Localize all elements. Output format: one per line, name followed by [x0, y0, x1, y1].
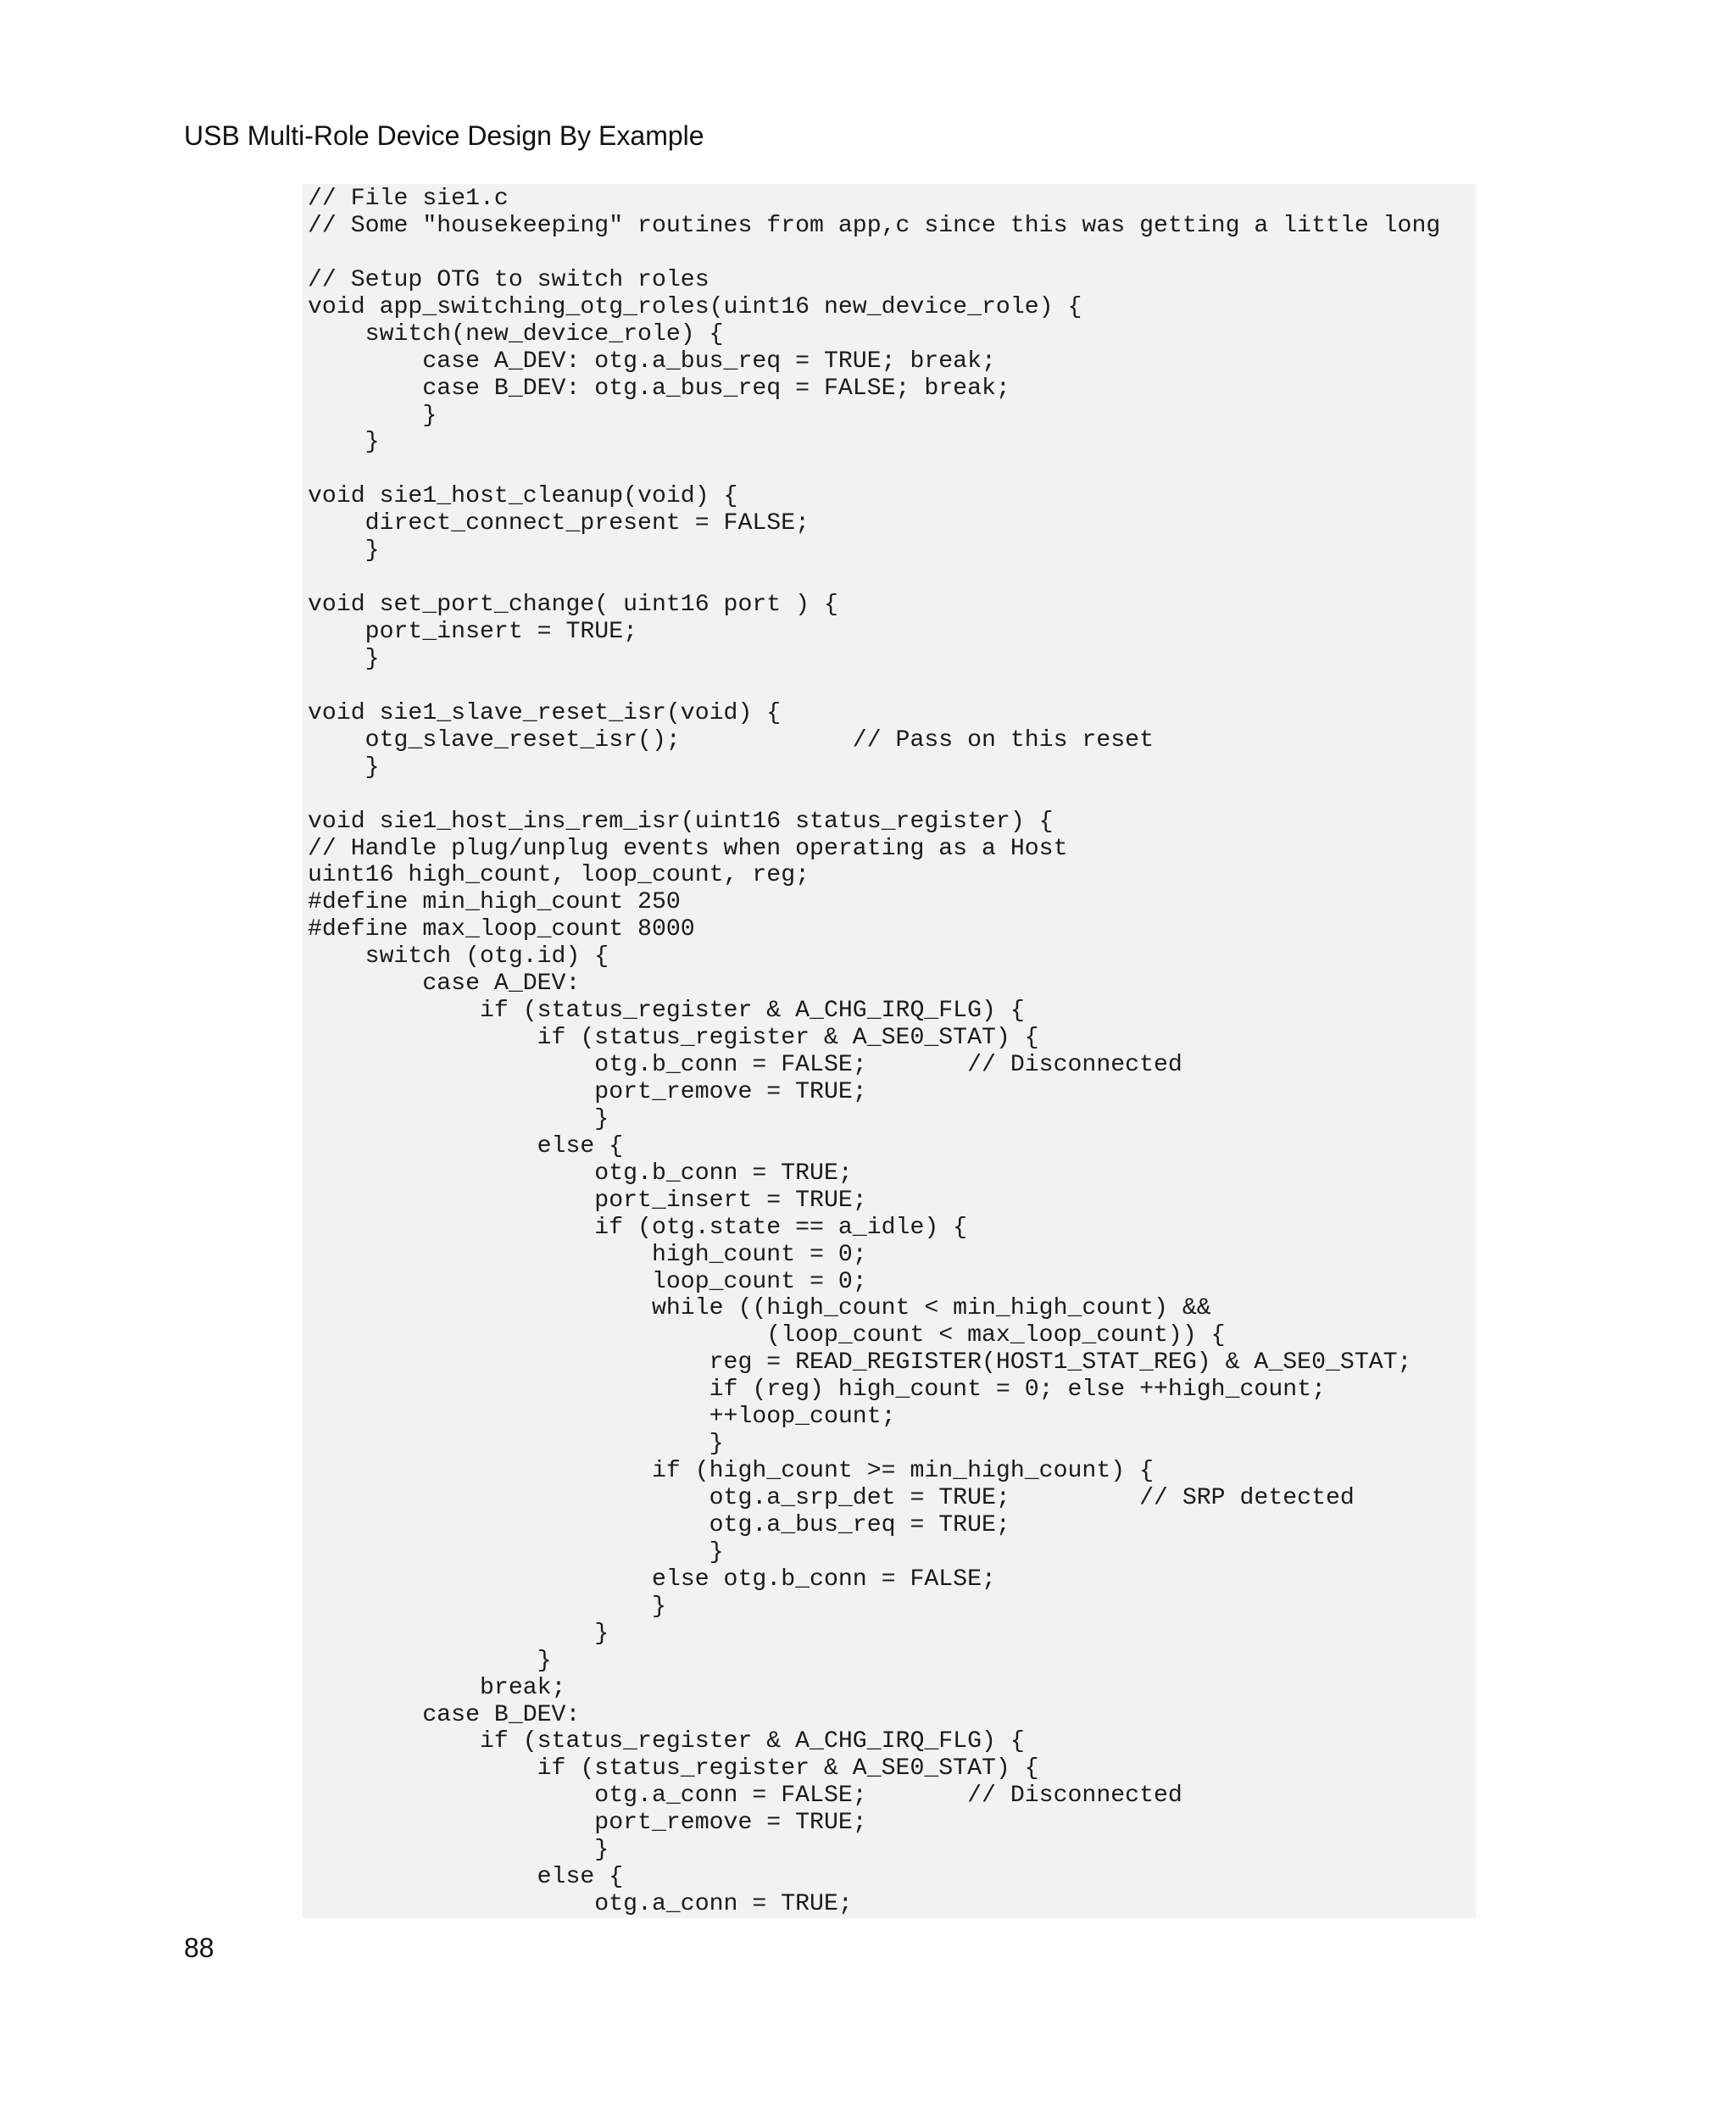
code-line: else otg.b_conn = FALSE; — [308, 1566, 996, 1593]
code-line: if (high_count >= min_high_count) { — [308, 1458, 1154, 1485]
code-line: case B_DEV: otg.a_bus_req = FALSE; break; — [308, 375, 1010, 402]
code-line: // File sie1.c — [308, 186, 509, 212]
running-header: USB Multi-Role Device Design By Example — [184, 120, 704, 151]
page-number: 88 — [184, 1933, 214, 1963]
code-line: #define max_loop_count 8000 — [308, 916, 695, 943]
code-line: otg.b_conn = TRUE; — [308, 1160, 853, 1187]
code-line: void app_switching_otg_roles(uint16 new_device_role) { — [308, 293, 1082, 320]
code-line: case B_DEV: — [308, 1701, 581, 1728]
code-line: high_count = 0; — [308, 1241, 867, 1268]
code-line: otg.a_conn = FALSE; // Disconnected — [308, 1783, 1182, 1810]
code-line: // Setup OTG to switch roles — [308, 266, 709, 293]
code-line: case A_DEV: otg.a_bus_req = TRUE; break; — [308, 348, 996, 375]
code-line: } — [308, 754, 380, 781]
code-line: otg.a_conn = TRUE; — [308, 1891, 853, 1918]
code-line: } — [308, 429, 380, 456]
code-line: port_insert = TRUE; — [308, 1187, 867, 1214]
code-line: } — [308, 402, 437, 429]
code-line — [308, 240, 1476, 267]
code-line: if (reg) high_count = 0; else ++high_count; — [308, 1377, 1326, 1404]
code-line: otg.a_srp_det = TRUE; // SRP detected — [308, 1485, 1355, 1511]
code-line: void sie1_host_cleanup(void) { — [308, 483, 738, 510]
code-line: if (otg.state == a_idle) { — [308, 1214, 968, 1241]
code-line: } — [308, 1593, 666, 1620]
code-line: void sie1_host_ins_rem_isr(uint16 status_register) { — [308, 808, 1054, 835]
code-line — [308, 673, 1476, 700]
code-line: switch (otg.id) { — [308, 943, 609, 971]
code-line: if (status_register & A_CHG_IRQ_FLG) { — [308, 998, 1025, 1025]
code-line: else { — [308, 1864, 624, 1891]
code-line: ++loop_count; — [308, 1404, 896, 1431]
code-line: otg.b_conn = FALSE; // Disconnected — [308, 1052, 1182, 1078]
code-line: else { — [308, 1132, 624, 1160]
code-line: // Handle plug/unplug events when operating as a Host — [308, 835, 1068, 862]
code-line: otg.a_bus_req = TRUE; — [308, 1511, 1010, 1538]
code-line: } — [308, 1105, 609, 1132]
code-line: (loop_count < max_loop_count)) { — [308, 1322, 1226, 1349]
code-line: if (status_register & A_SE0_STAT) { — [308, 1025, 1039, 1052]
code-line — [308, 781, 1476, 809]
code-line: port_insert = TRUE; — [308, 619, 638, 645]
code-line: reg = READ_REGISTER(HOST1_STAT_REG) & A_SE0_STAT; — [308, 1349, 1412, 1377]
code-line: while ((high_count < min_high_count) && — [308, 1295, 1211, 1322]
code-line: loop_count = 0; — [308, 1268, 867, 1295]
code-line: uint16 high_count, loop_count, reg; — [308, 862, 810, 889]
code-listing — [303, 184, 1476, 1918]
code-line: } — [308, 537, 380, 565]
code-line: port_remove = TRUE; — [308, 1810, 867, 1837]
code-line — [308, 456, 1476, 483]
code-line: } — [308, 1620, 609, 1647]
code-line: port_remove = TRUE; — [308, 1078, 867, 1105]
code-line: } — [308, 645, 380, 672]
code-line: } — [308, 1647, 552, 1674]
code-line: direct_connect_present = FALSE; — [308, 510, 810, 537]
code-line: otg_slave_reset_isr(); // Pass on this reset — [308, 726, 1154, 754]
code-line: } — [308, 1837, 609, 1864]
code-line: void set_port_change( uint16 port ) { — [308, 592, 838, 619]
code-line: } — [308, 1431, 724, 1458]
code-line: void sie1_slave_reset_isr(void) { — [308, 699, 782, 726]
code-line: #define min_high_count 250 — [308, 889, 681, 916]
code-line: switch(new_device_role) { — [308, 320, 724, 348]
code-line: if (status_register & A_SE0_STAT) { — [308, 1755, 1039, 1783]
code-line: } — [308, 1538, 724, 1566]
code-line: if (status_register & A_CHG_IRQ_FLG) { — [308, 1728, 1025, 1755]
code-line: // Some "housekeeping" routines from app,c since this was getting a little long — [308, 212, 1441, 239]
code-line — [308, 565, 1476, 592]
code-line: break; — [308, 1674, 566, 1701]
code-line: case A_DEV: — [308, 971, 581, 998]
